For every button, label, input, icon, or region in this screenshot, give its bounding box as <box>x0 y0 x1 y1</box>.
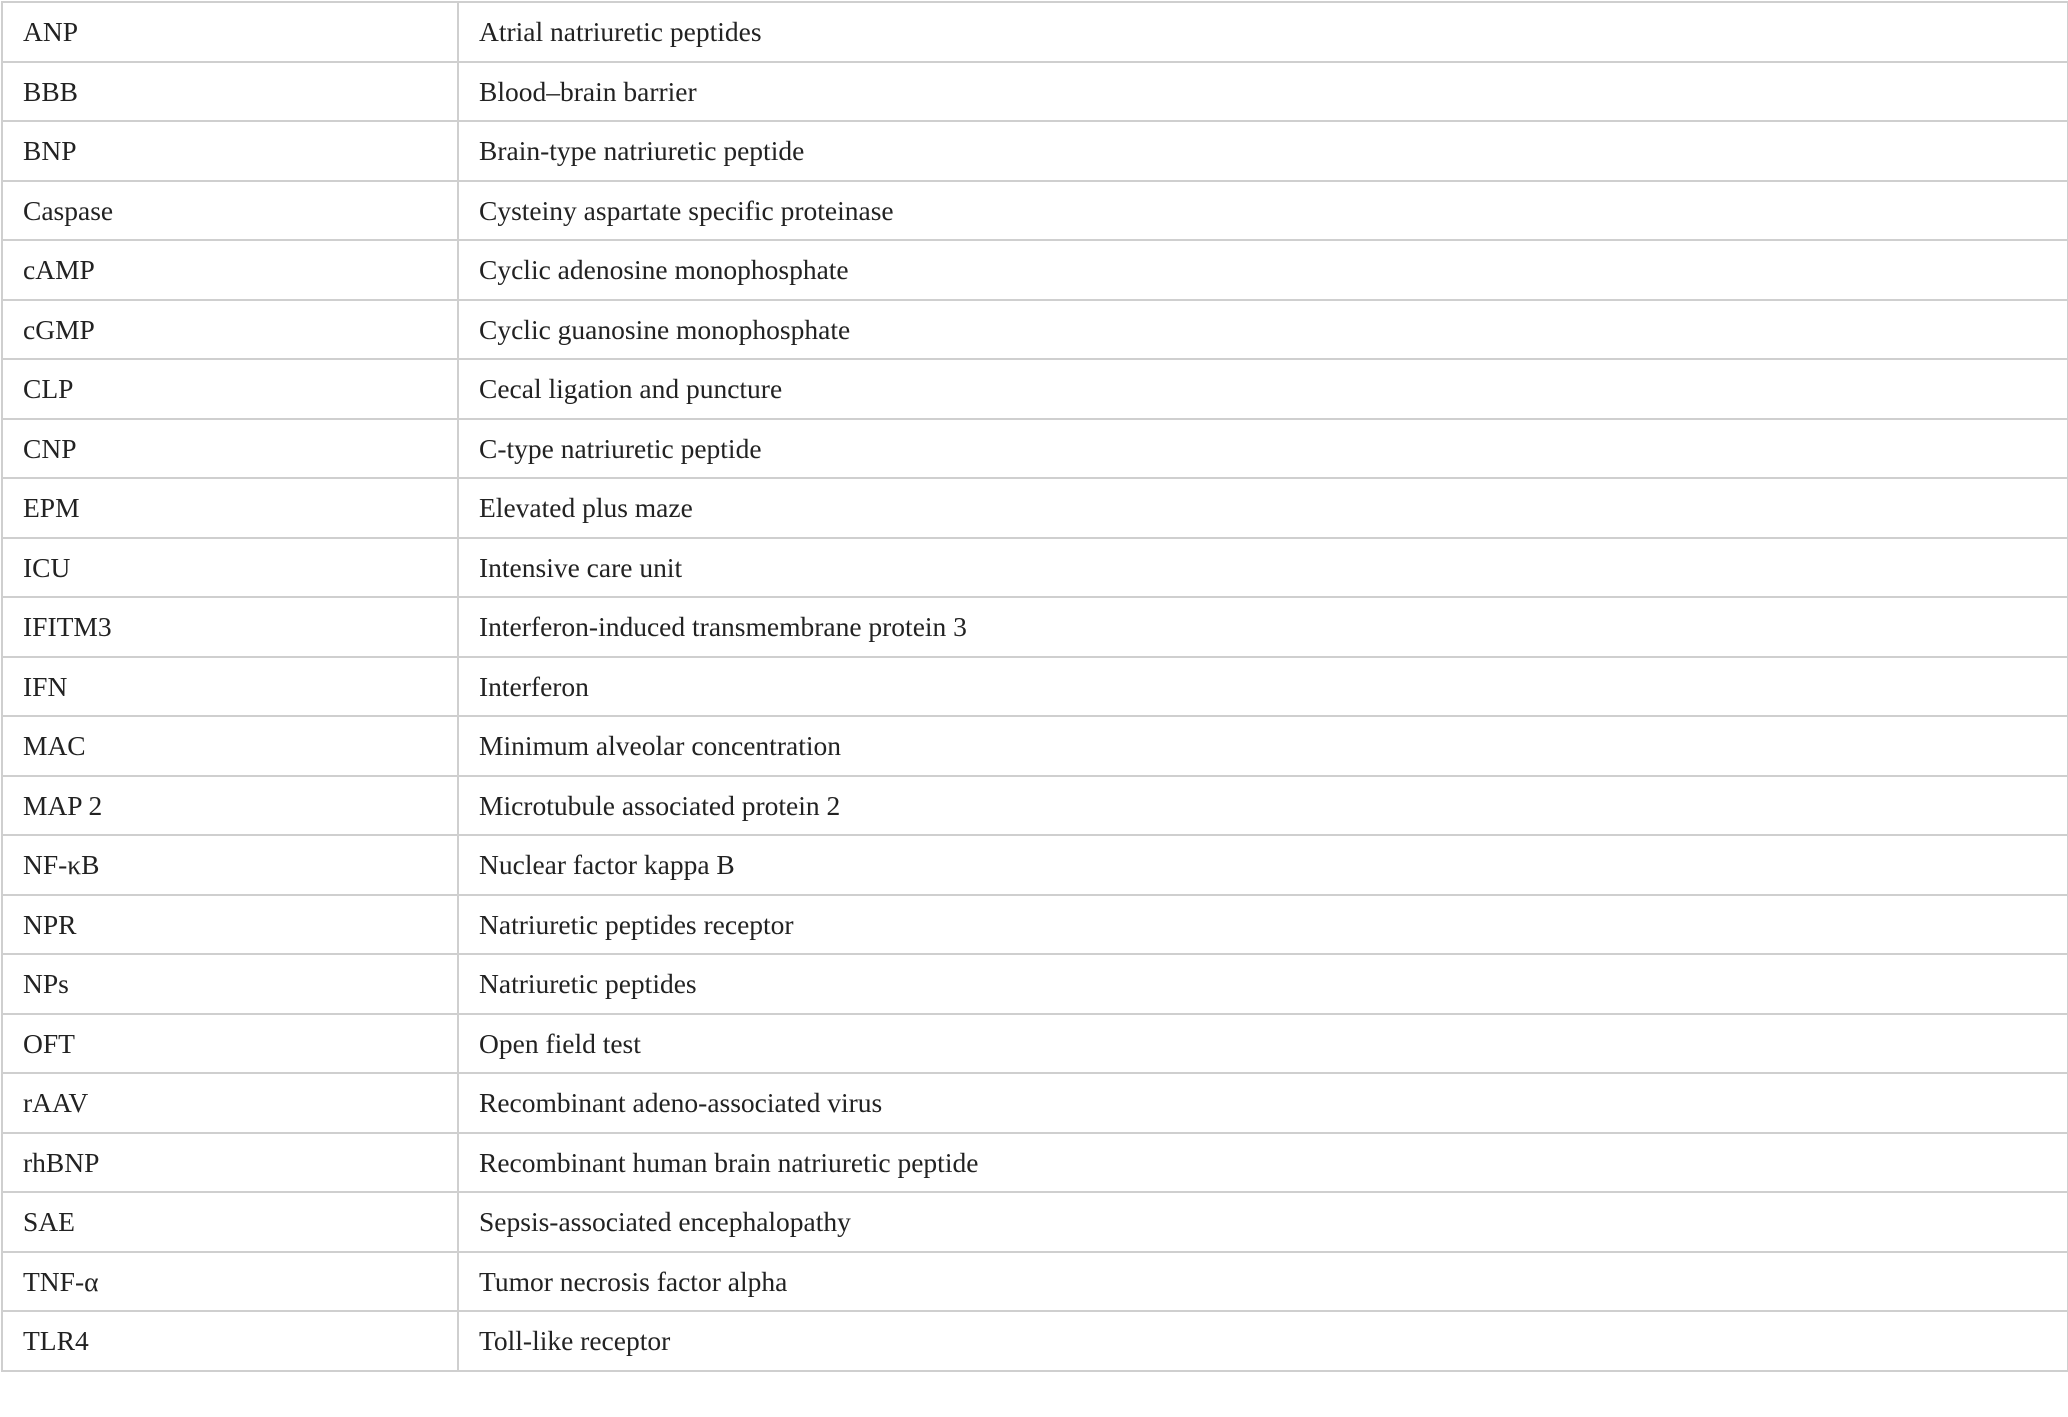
definition-cell: Interferon <box>458 657 2068 717</box>
table-row <box>2 1311 2068 1371</box>
abbreviation-cell: OFT <box>2 1014 458 1074</box>
table-row <box>2 1192 2068 1252</box>
definition-cell: Cecal ligation and puncture <box>458 359 2068 419</box>
table-row <box>2 1133 2068 1193</box>
definition-cell: Sepsis-associated encephalopathy <box>458 1192 2068 1252</box>
definition-cell: Toll-like receptor <box>458 1311 2068 1371</box>
definition-cell: Microtubule associated protein 2 <box>458 776 2068 836</box>
table-row <box>2 1252 2068 1312</box>
abbreviation-cell: BBB <box>2 62 458 122</box>
definition-cell: Recombinant adeno-associated virus <box>458 1073 2068 1133</box>
definition-cell: Minimum alveolar concentration <box>458 716 2068 776</box>
table-row <box>2 478 2068 538</box>
abbreviation-cell: cAMP <box>2 240 458 300</box>
table-row <box>2 2 2068 62</box>
abbreviation-cell: NF-κB <box>2 835 458 895</box>
table-row <box>2 181 2068 241</box>
abbreviations-table-body <box>2 2 2068 1371</box>
abbreviation-cell: IFITM3 <box>2 597 458 657</box>
abbreviation-cell: ANP <box>2 2 458 62</box>
definition-cell: C-type natriuretic peptide <box>458 419 2068 479</box>
table-row <box>2 597 2068 657</box>
definition-cell: Blood–brain barrier <box>458 62 2068 122</box>
abbreviations-table <box>1 1 2068 1372</box>
definition-cell: Recombinant human brain natriuretic peptide <box>458 1133 2068 1193</box>
definition-cell: Nuclear factor kappa B <box>458 835 2068 895</box>
definition-cell: Open field test <box>458 1014 2068 1074</box>
abbreviation-cell: BNP <box>2 121 458 181</box>
definition-cell: Elevated plus maze <box>458 478 2068 538</box>
abbreviation-cell: SAE <box>2 1192 458 1252</box>
abbreviation-cell: NPs <box>2 954 458 1014</box>
definition-cell: Intensive care unit <box>458 538 2068 598</box>
definition-cell: Brain-type natriuretic peptide <box>458 121 2068 181</box>
abbreviation-cell: rAAV <box>2 1073 458 1133</box>
definition-cell: Interferon-induced transmembrane protein 3 <box>458 597 2068 657</box>
table-row <box>2 419 2068 479</box>
abbreviation-cell: MAP 2 <box>2 776 458 836</box>
abbreviation-cell: IFN <box>2 657 458 717</box>
abbreviation-cell: CNP <box>2 419 458 479</box>
definition-cell: Cyclic adenosine monophosphate <box>458 240 2068 300</box>
abbreviation-cell: ICU <box>2 538 458 598</box>
definition-cell: Cyclic guanosine monophosphate <box>458 300 2068 360</box>
definition-cell: Cysteiny aspartate specific proteinase <box>458 181 2068 241</box>
abbreviation-cell: EPM <box>2 478 458 538</box>
table-row <box>2 954 2068 1014</box>
abbreviation-cell: CLP <box>2 359 458 419</box>
table-row <box>2 240 2068 300</box>
definition-cell: Atrial natriuretic peptides <box>458 2 2068 62</box>
table-row <box>2 300 2068 360</box>
table-row <box>2 895 2068 955</box>
abbreviation-cell: MAC <box>2 716 458 776</box>
abbreviation-cell: NPR <box>2 895 458 955</box>
table-row <box>2 657 2068 717</box>
table-row <box>2 62 2068 122</box>
table-row <box>2 776 2068 836</box>
definition-cell: Natriuretic peptides receptor <box>458 895 2068 955</box>
table-row <box>2 538 2068 598</box>
abbreviation-cell: cGMP <box>2 300 458 360</box>
table-row <box>2 1014 2068 1074</box>
table-row <box>2 835 2068 895</box>
abbreviation-cell: TNF-α <box>2 1252 458 1312</box>
abbreviation-cell: rhBNP <box>2 1133 458 1193</box>
table-row <box>2 716 2068 776</box>
abbreviation-cell: TLR4 <box>2 1311 458 1371</box>
table-row <box>2 359 2068 419</box>
table-row <box>2 1073 2068 1133</box>
definition-cell: Natriuretic peptides <box>458 954 2068 1014</box>
abbreviation-cell: Caspase <box>2 181 458 241</box>
table-row <box>2 121 2068 181</box>
definition-cell: Tumor necrosis factor alpha <box>458 1252 2068 1312</box>
